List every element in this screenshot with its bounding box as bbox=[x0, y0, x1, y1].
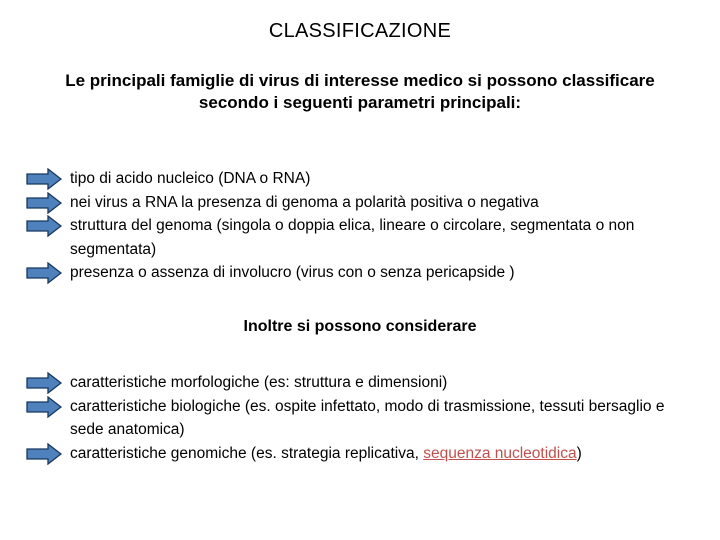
list-item bbox=[26, 191, 696, 215]
right-arrow-icon bbox=[26, 443, 62, 465]
list-item-text: struttura del genoma (singola o doppia elica, lineare o circolare, segmentata o non segmentata) bbox=[70, 217, 635, 258]
slide-title: CLASSIFICAZIONE bbox=[268, 20, 452, 42]
characteristics-list bbox=[26, 371, 696, 465]
list-item-text-start: caratteristiche genomiche (es. strategia replicativa, bbox=[70, 444, 424, 462]
right-arrow-icon bbox=[26, 372, 62, 394]
intro-paragraph: Le principali famiglie di virus di interesse medico si possono classificare secondo i seguenti parametri principali: bbox=[65, 71, 655, 112]
list-item-text: caratteristiche biologiche (es. ospite infettato, modo di trasmissione, tessuti bersaglio e sede anatomica) bbox=[70, 397, 665, 438]
list-item bbox=[26, 167, 696, 191]
right-arrow-icon bbox=[26, 262, 62, 284]
right-arrow-icon bbox=[26, 215, 62, 237]
right-arrow-icon bbox=[26, 396, 62, 418]
section-subtitle: Inoltre si possono considerare bbox=[243, 318, 477, 335]
list-item-text: caratteristiche morfologiche (es: struttura e dimensioni) bbox=[70, 374, 448, 391]
list-item-text: nei virus a RNA la presenza di genoma a polarità positiva o negativa bbox=[70, 193, 539, 211]
list-item-text bbox=[70, 442, 696, 466]
list-item-text-end: ) bbox=[576, 444, 582, 462]
parameters-list bbox=[26, 167, 696, 285]
right-arrow-icon bbox=[26, 168, 62, 190]
list-item-text: presenza o assenza di involucro (virus con o senza pericapside ) bbox=[70, 264, 515, 281]
list-item bbox=[26, 261, 696, 285]
right-arrow-icon bbox=[26, 192, 62, 214]
highlighted-term: sequenza nucleotidica bbox=[423, 444, 577, 462]
list-item-text: tipo di acido nucleico (DNA o RNA) bbox=[70, 170, 311, 187]
list-item bbox=[26, 371, 696, 395]
list-item bbox=[26, 395, 696, 442]
list-item bbox=[26, 442, 696, 466]
list-item bbox=[26, 214, 696, 261]
